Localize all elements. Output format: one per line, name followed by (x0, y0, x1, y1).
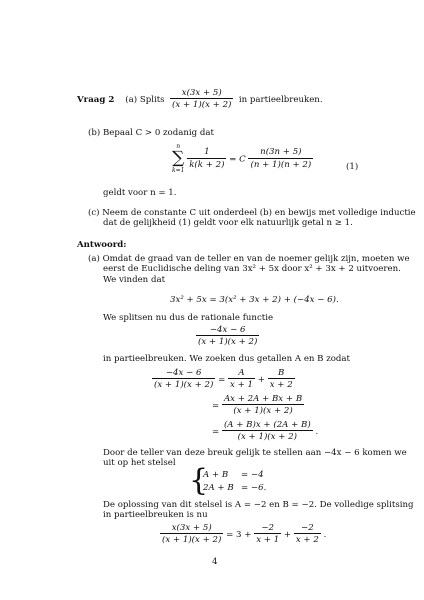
equation-system (189, 463, 267, 498)
equals-sign: = (212, 400, 220, 411)
part-b-text: Bepaal C > 0 zodanig dat (102, 128, 214, 138)
rational-function (196, 325, 259, 348)
partial-fraction-row-2 (212, 394, 304, 417)
part-a-post: in partieelbreuken. (238, 94, 323, 105)
answer-text: De oplossing van dit stelsel is A = −2 en B = −2. De volledige splitsing (103, 500, 414, 510)
system-lhs: 2A + B (203, 483, 234, 494)
page-number: 4 (212, 557, 218, 567)
numerator: −2 (301, 523, 314, 533)
question-2-part-c (88, 208, 416, 229)
numerator: (A + B)x + (2A + B) (223, 420, 311, 430)
answer-text: Omdat de graad van de teller en van de noemer gelijk zijn, moeten we (102, 254, 410, 264)
sum-lower: k=1 (172, 167, 185, 175)
equals-c: = C (229, 154, 246, 165)
numerator: x(3x + 5) (171, 523, 212, 533)
fraction (268, 368, 295, 391)
period: . (315, 426, 319, 437)
equals-sign: = (212, 426, 220, 437)
answer-text: uit op het stelsel (103, 458, 176, 469)
numerator: −2 (261, 523, 275, 533)
question-label: Vraag 2 (77, 94, 115, 105)
denominator: (x + 1)(x + 2) (172, 100, 232, 111)
fraction (248, 147, 313, 170)
fraction (196, 325, 259, 348)
answer-text: We vinden dat (103, 274, 166, 285)
denominator: x + 1 (256, 535, 280, 546)
answer-paragraph-2: We splitsen nu dus de rationale functie (103, 313, 274, 323)
equals-sign: = (218, 374, 226, 385)
fraction (222, 394, 304, 417)
part-c-text-2: dat de gelijkheid (1) geldt voor elk natuurlijk getal n ≥ 1. (103, 218, 353, 229)
system-rhs: = −4 (241, 470, 264, 480)
fraction (254, 523, 281, 546)
equation-number: (1) (346, 162, 359, 172)
answer-text: eerst de Euclidische deling van 3x² + 5x door x² + 3x + 2 uitvoeren. (103, 264, 401, 275)
question-2-part-a (77, 88, 323, 111)
denominator: x + 2 (295, 535, 319, 546)
equals-three-plus: = 3 + (226, 529, 252, 540)
answer-paragraph-1 (88, 254, 410, 285)
partial-fraction-row-3 (212, 420, 318, 443)
numerator: n(3n + 5) (260, 147, 302, 158)
numerator: −4x − 6 (209, 325, 246, 335)
numerator: Ax + 2A + Bx + B (223, 394, 303, 404)
answer-paragraph-5 (103, 500, 414, 521)
fraction (152, 368, 215, 391)
fraction (170, 88, 233, 111)
denominator: x + 1 (230, 380, 254, 391)
equation-1 (172, 143, 313, 175)
fraction (228, 368, 255, 391)
denominator: (x + 1)(x + 2) (162, 535, 222, 546)
denominator: (x + 1)(x + 2) (222, 404, 304, 416)
part-c-line-1 (88, 208, 416, 218)
fraction (222, 420, 313, 443)
plus-sign: + (257, 374, 265, 385)
answer-heading: Antwoord: (77, 240, 127, 250)
part-marker: (c) (88, 208, 100, 218)
fraction (187, 147, 226, 170)
sigma-symbol: ∑ (172, 148, 185, 169)
part-marker: (b) (88, 128, 101, 138)
fraction (160, 523, 223, 546)
denominator: (n + 1)(n + 2) (250, 159, 312, 170)
part-marker: (a) (88, 254, 100, 264)
left-brace: { (189, 463, 209, 498)
answer-paragraph-3: in partieelbreuken. We zoeken dus getallen A en B zodat (103, 354, 350, 364)
numerator: B (278, 368, 285, 378)
part-a-pre: Splits (139, 94, 165, 105)
answer-paragraph-4 (103, 448, 407, 469)
answer-text: Door de teller van deze breuk gelijk te stellen aan −4x − 6 komen we (103, 448, 407, 458)
part-b-after: geldt voor n = 1. (103, 188, 177, 198)
denominator: (x + 1)(x + 2) (154, 380, 214, 391)
fraction (294, 523, 321, 546)
period: . (323, 529, 327, 540)
numerator: x(3x + 5) (181, 88, 222, 98)
numerator: 1 (204, 147, 210, 158)
numerator: −4x − 6 (165, 368, 202, 378)
question-2-part-b (88, 128, 214, 138)
answer-text: in partieelbreuken is nu (103, 510, 208, 521)
system-lhs: A + B (203, 470, 229, 480)
denominator: x + 2 (269, 380, 293, 391)
part-marker: (a) (125, 94, 138, 105)
plus-sign: + (283, 529, 292, 540)
part-c-text-1: Neem de constante C uit onderdeel (b) en bewijs met volledige inductie (102, 208, 416, 218)
denominator: k(k + 2) (189, 159, 225, 170)
partial-fraction-row-1 (152, 368, 295, 391)
system-rhs: = −6. (241, 483, 267, 494)
denominator: (x + 1)(x + 2) (222, 430, 313, 442)
answer-line (88, 254, 410, 264)
final-decomposition (160, 523, 326, 546)
numerator: A (238, 368, 245, 378)
summation (172, 143, 184, 175)
denominator: (x + 1)(x + 2) (198, 337, 258, 348)
equation-euclid: 3x² + 5x = 3(x² + 3x + 2) + (−4x − 6). (170, 295, 339, 305)
sum-upper: n (176, 143, 181, 150)
